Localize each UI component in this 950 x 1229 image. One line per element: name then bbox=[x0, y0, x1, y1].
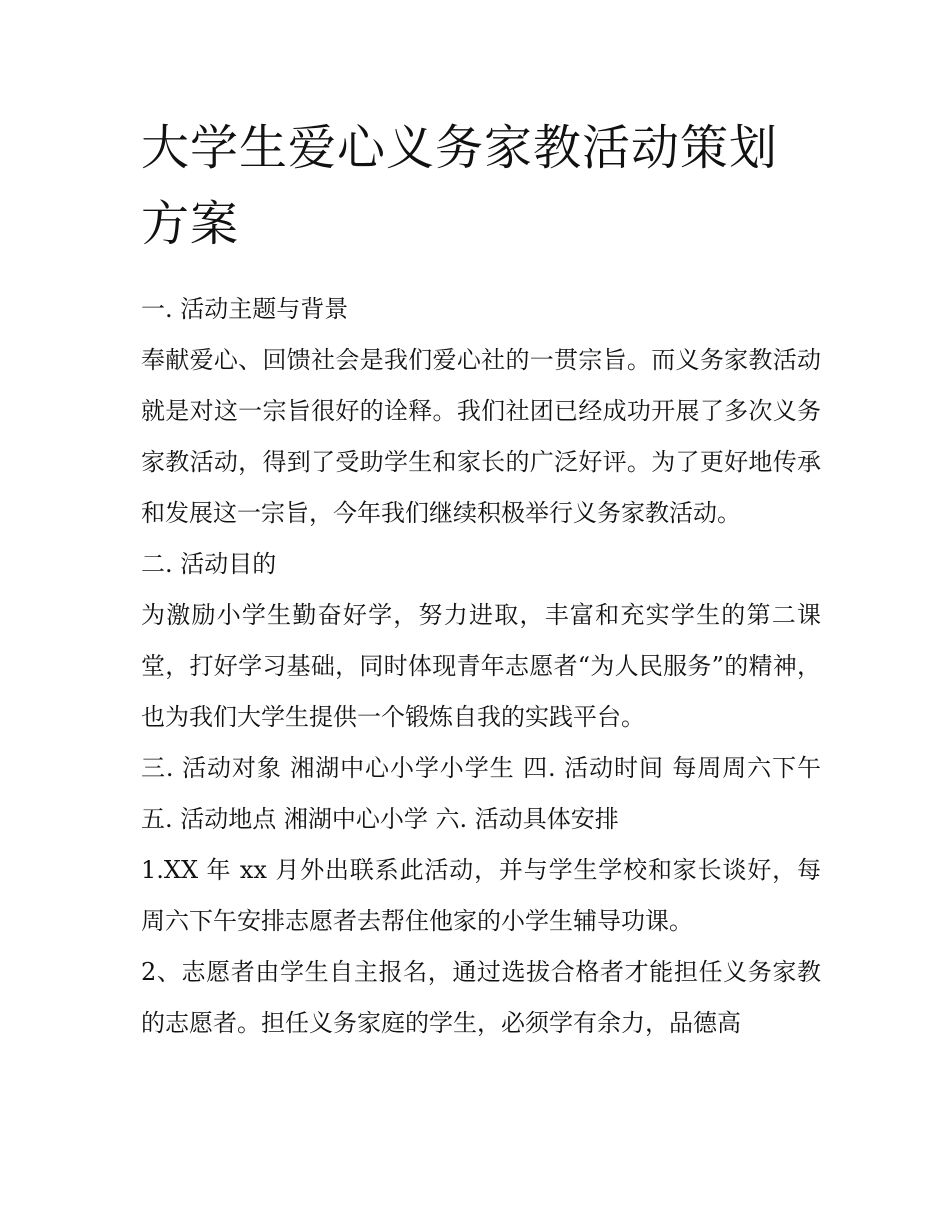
section-heading-1: 一. 活动主题与背景 bbox=[141, 295, 349, 323]
paragraph-arrangement-2: 2、志愿者由学生自主报名，通过选拔合格者才能担任义务家教的志愿者。担任义务家庭的学生，必须学有余力，品德高 bbox=[141, 958, 821, 1037]
document-title: 大学生爱心义务家教活动策划方案 bbox=[141, 120, 779, 252]
document-page bbox=[141, 110, 821, 1049]
paragraph-details: 三. 活动对象 湘湖中心小学小学生 四. 活动时间 每周周六下午 五. 活动地点 湘湖中心小学 六. 活动具体安排 bbox=[141, 754, 821, 833]
paragraph-purpose: 为激励小学生勤奋好学，努力进取，丰富和充实学生的第二课堂，打好学习基础，同时体现青年志愿者“为人民服务”的精神，也为我们大学生提供一个锻炼自我的实践平台。 bbox=[141, 601, 821, 731]
paragraph-arrangement-1: 1.XX 年 xx 月外出联系此活动，并与学生学校和家长谈好，每周六下午安排志愿者去帮住他家的小学生辅导功课。 bbox=[141, 856, 821, 935]
section-heading-2: 二. 活动目的 bbox=[141, 550, 277, 578]
paragraph-background: 奉献爱心、回馈社会是我们爱心社的一贯宗旨。而义务家教活动就是对这一宗旨很好的诠释。我们社团已经成功开展了多次义务家教活动，得到了受助学生和家长的广泛好评。为了更好地传承和发展这一宗旨，今年我们继续积极举行义务家教活动。 bbox=[141, 346, 821, 527]
